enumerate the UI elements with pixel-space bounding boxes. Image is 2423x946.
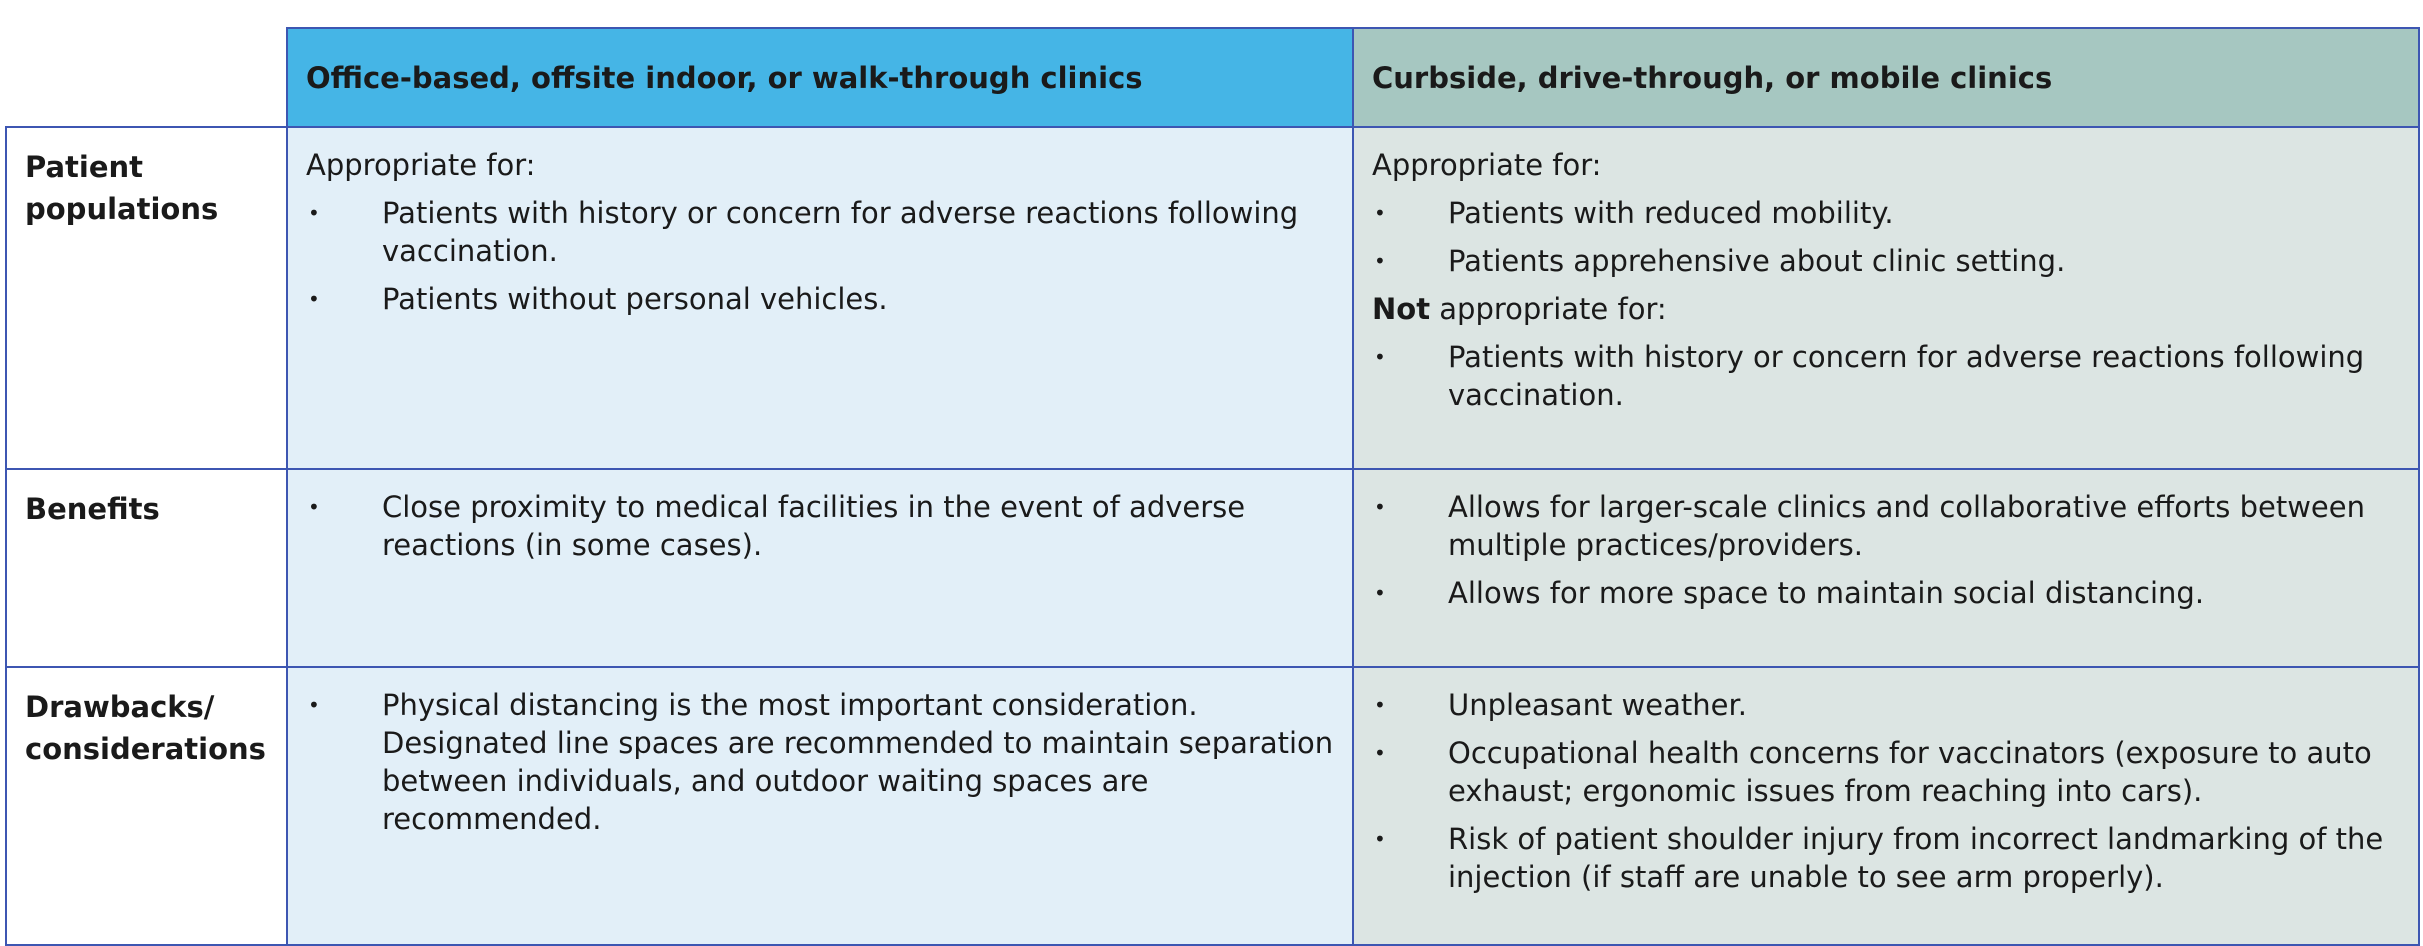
list-item: • Patients without personal vehicles. [306, 280, 1334, 318]
cell-intro: Appropriate for: [306, 148, 536, 182]
row-label-benefits: Benefits [6, 469, 287, 667]
bullet-list [1372, 488, 2400, 612]
header-office-based: Office-based, offsite indoor, or walk-through clinics [287, 28, 1353, 127]
bullet-list [306, 194, 1334, 318]
table-row [6, 469, 2419, 667]
not-rest: appropriate for: [1430, 292, 1667, 326]
list-item: • Close proximity to medical facilities in the event of adverse reactions (in some cases). [306, 488, 1334, 564]
header-curbside: Curbside, drive-through, or mobile clinics [1353, 28, 2419, 127]
corner-cell [6, 28, 287, 127]
cell-intro: Appropriate for: [1372, 148, 1602, 182]
not-prefix: Not [1372, 292, 1431, 326]
row-label-drawbacks: Drawbacks/ considerations [6, 667, 287, 945]
header-row [6, 28, 2419, 127]
table-row [6, 667, 2419, 945]
bullet-list [1372, 686, 2400, 896]
cell-patient-populations-curbside [1353, 127, 2419, 469]
list-item: • Occupational health concerns for vaccinators (exposure to auto exhaust; ergonomic issues from reaching into cars). [1372, 734, 2400, 810]
list-item: • Allows for more space to maintain social distancing. [1372, 574, 2400, 612]
list-item: • Patients with history or concern for adverse reactions following vaccination. [1372, 338, 2400, 414]
clinic-comparison-table [5, 27, 2420, 946]
list-item: • Patients with history or concern for adverse reactions following vaccination. [306, 194, 1334, 270]
cell-benefits-office [287, 469, 1353, 667]
cell-patient-populations-office [287, 127, 1353, 469]
list-item: • Risk of patient shoulder injury from incorrect landmarking of the injection (if staff are unable to see arm properly). [1372, 820, 2400, 896]
cell-drawbacks-curbside [1353, 667, 2419, 945]
bullet-list [1372, 338, 2400, 414]
list-item: • Allows for larger-scale clinics and collaborative efforts between multiple practices/providers. [1372, 488, 2400, 564]
table-row [6, 127, 2419, 469]
list-item: • Patients apprehensive about clinic setting. [1372, 242, 2400, 280]
cell-benefits-curbside [1353, 469, 2419, 667]
cell-drawbacks-office [287, 667, 1353, 945]
bullet-list [306, 488, 1334, 564]
list-item: • Unpleasant weather. [1372, 686, 2400, 724]
bullet-list [306, 686, 1334, 838]
row-label-patient-populations: Patient populations [6, 127, 287, 469]
list-item: • Physical distancing is the most important consideration. Designated line spaces are recommended to maintain separation between individuals, and outdoor waiting spaces are recommended. [306, 686, 1334, 838]
bullet-list [1372, 194, 2400, 280]
not-appropriate-heading [1372, 290, 2400, 328]
list-item: • Patients with reduced mobility. [1372, 194, 2400, 232]
